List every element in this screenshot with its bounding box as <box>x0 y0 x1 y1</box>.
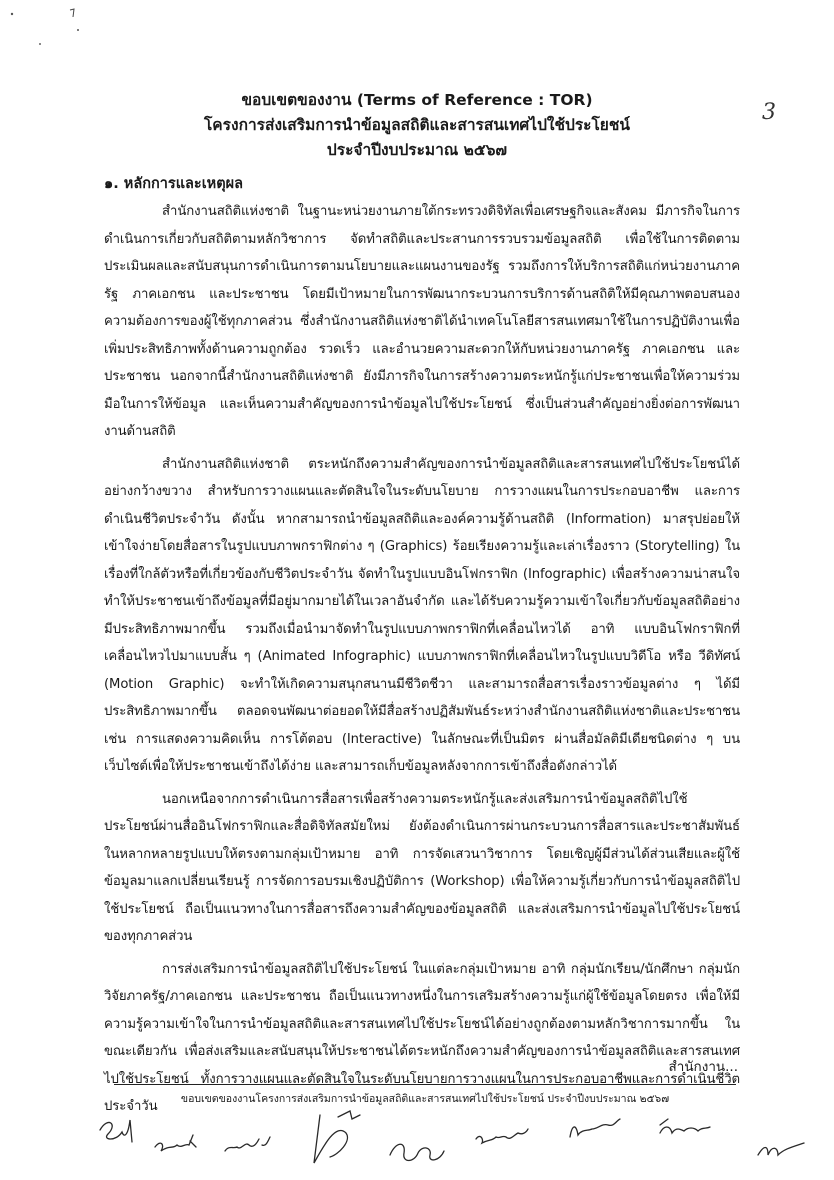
signature-7 <box>570 1119 620 1137</box>
paragraph: การส่งเสริมการนำข้อมูลสถิติไปใช้ประโยชน์ ในแต่ละกลุ่มเป้าหมาย อาทิ กลุ่มนักเรียน/นักศึกษา กลุ่มนักวิจัยภาครัฐ/ภาคเอกชน และประชาชน ถือเป็นแนวทางหนึ่งในการเสริมสร้างความรู้แก่ผู้ใช้ข้อมูลโดยตรง เพื่อให้มีความรู้ความเข้าใจในการนำข้อมูลสถิติและสารสนเทศไปใช้ประโยชน์ได้อย่างถูกต้องตามหลักวิชาการมากขึ้น ในขณะเดียวกัน เพื่อส่งเสริมและสนับสนุนให้ประชาชนได้ตระหนักถึงความสำคัญของการนำข้อมูลสถิติและสารสนเทศไปใช้ประโยชน์ ทั้งการวางแผนและตัดสินใจในระดับนโยบายการวางแผนในการประกอบอาชีพและการดำเนินชีวิตประจำวัน <box>104 961 740 1114</box>
signature-6 <box>476 1129 528 1143</box>
footer-divider <box>114 1084 736 1085</box>
continue-note: สำนักงาน... <box>668 1059 738 1075</box>
paragraph: สำนักงานสถิติแห่งชาติ ตระหนักถึงความสำคัญของการนำข้อมูลสถิติและสารสนเทศไปใช้ประโยชน์ได้อย่างกว้างขวาง สำหรับการวางแผนและตัดสินใจในระดับนโยบาย การวางแผนในการประกอบอาชีพ และการดำเนินชีวิตประจำวัน ดังนั้น หากสามารถนำข้อมูลสถิติและองค์ความรู้ด้านสถิติ (Information) มาสรุปย่อยให้เข้าใจง่ายโดยสื่อสารในรูปแบบภาพกราฟิกต่าง ๆ (Graphics) ร้อยเรียงความรู้และเล่าเรื่องราว (Storytelling) ในเรื่องที่ใกล้ตัวหรือที่เกี่ยวข้องกับชีวิตประจำวัน จัดทำในรูปแบบอินโฟกราฟิก (Infographic) เพื่อสร้างความน่าสนใจทำให้ประชาชนเข้าถึงข้อมูลที่มีอยู่มากมายได้ในเวลาอันจำกัด และได้รับความรู้ความเข้าใจเกี่ยวกับข้อมูลสถิติอย่างมีประสิทธิภาพมากขึ้น รวมถึงเมื่อนำมาจัดทำในรูปแบบภาพกราฟิกที่เคลื่อนไหวได้ อาทิ แบบอินโฟกราฟิกที่เคลื่อนไหวไปมาแบบสั้น ๆ (Animated Infographic) แบบภาพกราฟิกที่เคลื่อนไหวในรูปแบบวิดีโอ หรือ วีดิทัศน์ (Motion Graphic) จะทำให้เกิดความสนุกสนานมีชีวิตชีวา และสามารถสื่อสารเรื่องราวข้อมูลต่าง ๆ ได้มีประสิทธิภาพมากขึ้น ตลอดจนพัฒนาต่อยอดให้มีสื่อสร้างปฏิสัมพันธ์ระหว่างสำนักงานสถิติแห่งชาติและประชาชน เช่น การแสดงความคิดเห็น การโต้ตอบ (Interactive) ในลักษณะที่เป็นมิตร ผ่านสื่อมัลติมีเดียชนิดต่าง ๆ บนเว็บไซต์เพื่อให้ประชาชนเข้าถึงได้ง่าย และสามารถเก็บข้อมูลหลังจากการเข้าถึงสื่อดังกล่าวได้ <box>104 456 740 774</box>
signature-strip <box>90 1105 810 1175</box>
paragraph: สำนักงานสถิติแห่งชาติ ในฐานะหน่วยงานภายใต้กระทรวงดิจิทัลเพื่อเศรษฐกิจและสังคม มีภารกิจในการดำเนินการเกี่ยวกับสถิติตามหลักวิชาการ จัดทำสถิติและประสานการรวบรวมข้อมูลสถิติ เพื่อใช้ในการติดตามประเมินผลและสนับสนุนการดำเนินการตามนโยบายและแผนงานของรัฐ รวมถึงการให้บริการสถิติแก่หน่วยงานภาครัฐ ภาคเอกชน และประชาชน โดยมีเป้าหมายในการพัฒนากระบวนการบริการด้านสถิติให้มีคุณภาพตอบสนองความต้องการของผู้ใช้ทุกภาคส่วน ซึ่งสำนักงานสถิติแห่งชาติได้นำเทคโนโลยีสารสนเทศมาใช้ในการปฏิบัติงานเพื่อเพิ่มประสิทธิภาพทั้งด้านความถูกต้อง รวดเร็ว และอำนวยความสะดวกให้กับหน่วยงานภาครัฐ ภาคเอกชน และประชาชน นอกจากนี้สำนักงานสถิติแห่งชาติ ยังมีภารกิจในการสร้างความตระหนักรู้แก่ประชาชนเพื่อให้ความร่วมมือในการให้ข้อมูล และเห็นความสำคัญของการนำข้อมูลไปใช้ประโยชน์ ซึ่งเป็นส่วนสำคัญอย่างยิ่งต่อการพัฒนางานด้านสถิติ <box>104 204 740 439</box>
paragraph: นอกเหนือจากการดำเนินการสื่อสารเพื่อสร้างความตระหนักรู้และส่งเสริมการนำข้อมูลสถิติไปใช้ประโยชน์ผ่านสื่ออินโฟกราฟิกและสื่อดิจิทัลสมัยใหม่ ยังต้องดำเนินการผ่านกระบวนการสื่อสารและประชาสัมพันธ์ในหลากหลายรูปแบบให้ตรงตามกลุ่มเป้าหมาย อาทิ การจัดเสวนาวิชาการ โดยเชิญผู้มีส่วนได้ส่วนเสียและผู้ใช้ข้อมูลมาแลกเปลี่ยนเรียนรู้ การจัดการอบรมเชิงปฏิบัติการ (Workshop) เพื่อให้ความรู้เกี่ยวกับการนำข้อมูลสถิติไปใช้ประโยชน์ ถือเป็นแนวทางในการสื่อสารถึงความสำคัญของข้อมูลสถิติ และส่งเสริมการนำข้อมูลไปใช้ประโยชน์ของทุกภาคส่วน <box>104 791 740 944</box>
page-number: 3 <box>762 100 776 125</box>
scan-specks <box>0 0 120 60</box>
section-heading: ๑. หลักการและเหตุผล <box>104 176 244 192</box>
signature-1 <box>100 1120 132 1142</box>
title-line-3: ประจำปีงบประมาณ ๒๕๖๗ <box>326 141 508 159</box>
signature-4 <box>314 1111 360 1163</box>
signature-9 <box>758 1143 804 1155</box>
signature-5 <box>390 1144 444 1160</box>
signature-3 <box>225 1137 270 1151</box>
signature-2 <box>155 1135 196 1151</box>
signature-row <box>90 1105 810 1175</box>
document-title <box>0 88 834 163</box>
title-line-2: โครงการส่งเสริมการนำข้อมูลสถิติและสารสนเทศไปใช้ประโยชน์ <box>203 116 631 134</box>
title-line-1: ขอบเขตของงาน (Terms of Reference : TOR) <box>241 91 593 109</box>
signature-8 <box>660 1119 710 1133</box>
footer-text: ขอบเขตของงานโครงการส่งเสริมการนำข้อมูลสถิติและสารสนเทศไปใช้ประโยชน์ ประจำปีงบประมาณ ๒๕๖๗ <box>180 1093 670 1105</box>
body-text <box>104 198 740 1126</box>
